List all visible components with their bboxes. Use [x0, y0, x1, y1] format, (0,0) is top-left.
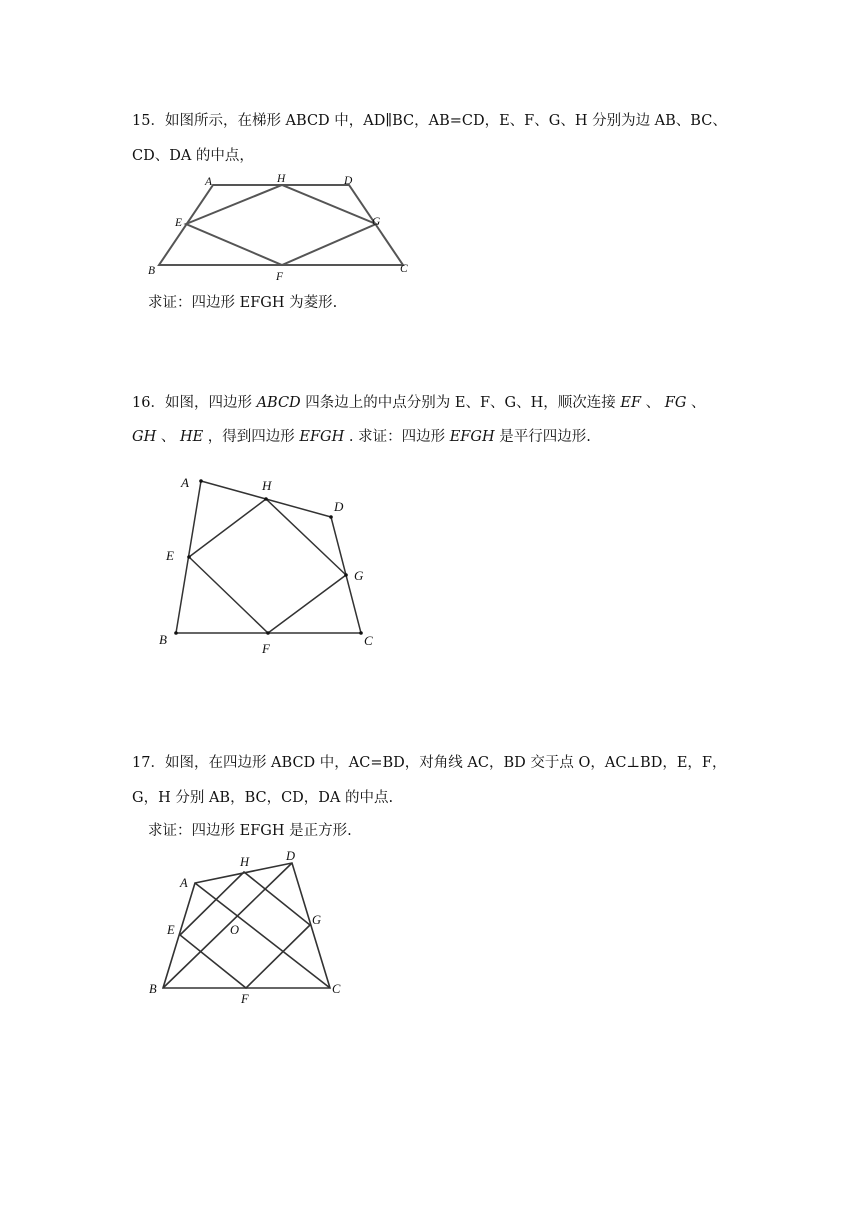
p15-conclusion: 求证：四边形 EFGH 为菱形. [148, 295, 338, 311]
p15-label-c: C [400, 263, 408, 275]
p16-sep1: 、 [645, 395, 661, 411]
p16-sep2: 、 [691, 395, 706, 411]
p17-label-f: F [241, 992, 249, 1006]
p17-label-a: A [180, 876, 188, 890]
p16-label-b: B [159, 632, 167, 647]
p17-label-g: G [312, 913, 322, 927]
p15-label-b: B [148, 265, 156, 277]
p16-label-d: D [334, 499, 344, 514]
p16-end-text: 是平行四边形. [499, 429, 591, 445]
p16-proof-text: . 求证：四边形 [348, 429, 446, 445]
p17-label-e: E [167, 923, 175, 937]
p16-math-abcd: ABCD [256, 395, 301, 411]
p17-label-o: O [230, 923, 240, 937]
p16-label-a: A [181, 475, 189, 490]
p17-conclusion: 求证：四边形 EFGH 是正方形. [148, 823, 352, 839]
p16-sep3: 、 [160, 429, 176, 445]
p15-label-a: A [205, 176, 213, 188]
p17-text-line2: G，H 分别 AB，BC，CD，DA 的中点. [132, 790, 394, 806]
p16-label-f: F [262, 641, 270, 656]
p16-math-efgh-1: EFGH [299, 429, 345, 445]
p16-get-text: ，得到四边形 [207, 429, 295, 445]
p17-text-line1: 17．如图，在四边形 ABCD 中，AC=BD，对角线 AC，BD 交于点 O，AC⊥BD，E，F， [132, 755, 727, 771]
p16-math-gh: GH [132, 429, 157, 445]
p16-label-e: E [166, 548, 174, 563]
p16-math-fg: FG [664, 395, 687, 411]
p15-label-d: D [344, 175, 353, 187]
p17-label-h: H [240, 855, 250, 869]
p15-text-line1: 15．如图所示，在梯形 ABCD 中，AD∥BC，AB=CD，E、F、G、H 分别为边 AB、BC、 [132, 113, 727, 129]
p16-label-h: H [262, 478, 272, 493]
p16-label-g: G [354, 568, 364, 583]
p17-label-b: B [149, 982, 157, 996]
p15-label-e: E [175, 217, 183, 229]
p16-midpoints-text: 四条边上的中点分别为 E、F、G、H，顺次连接 [305, 395, 616, 411]
p16-number: 16．如图，四边形 [132, 395, 252, 411]
p16-label-c: C [364, 633, 373, 648]
p15-label-f: F [276, 271, 284, 283]
p16-math-ef: EF [620, 395, 642, 411]
p16-math-he: HE [179, 429, 204, 445]
p17-label-c: C [332, 982, 341, 996]
p15-text-line2: CD、DA 的中点， [132, 148, 254, 164]
p17-quad-efgh [180, 872, 310, 988]
p15-label-h: H [277, 173, 286, 185]
p17-label-d: D [286, 849, 296, 863]
p16-math-efgh-2: EFGH [449, 429, 495, 445]
p15-label-g: G [372, 216, 381, 228]
